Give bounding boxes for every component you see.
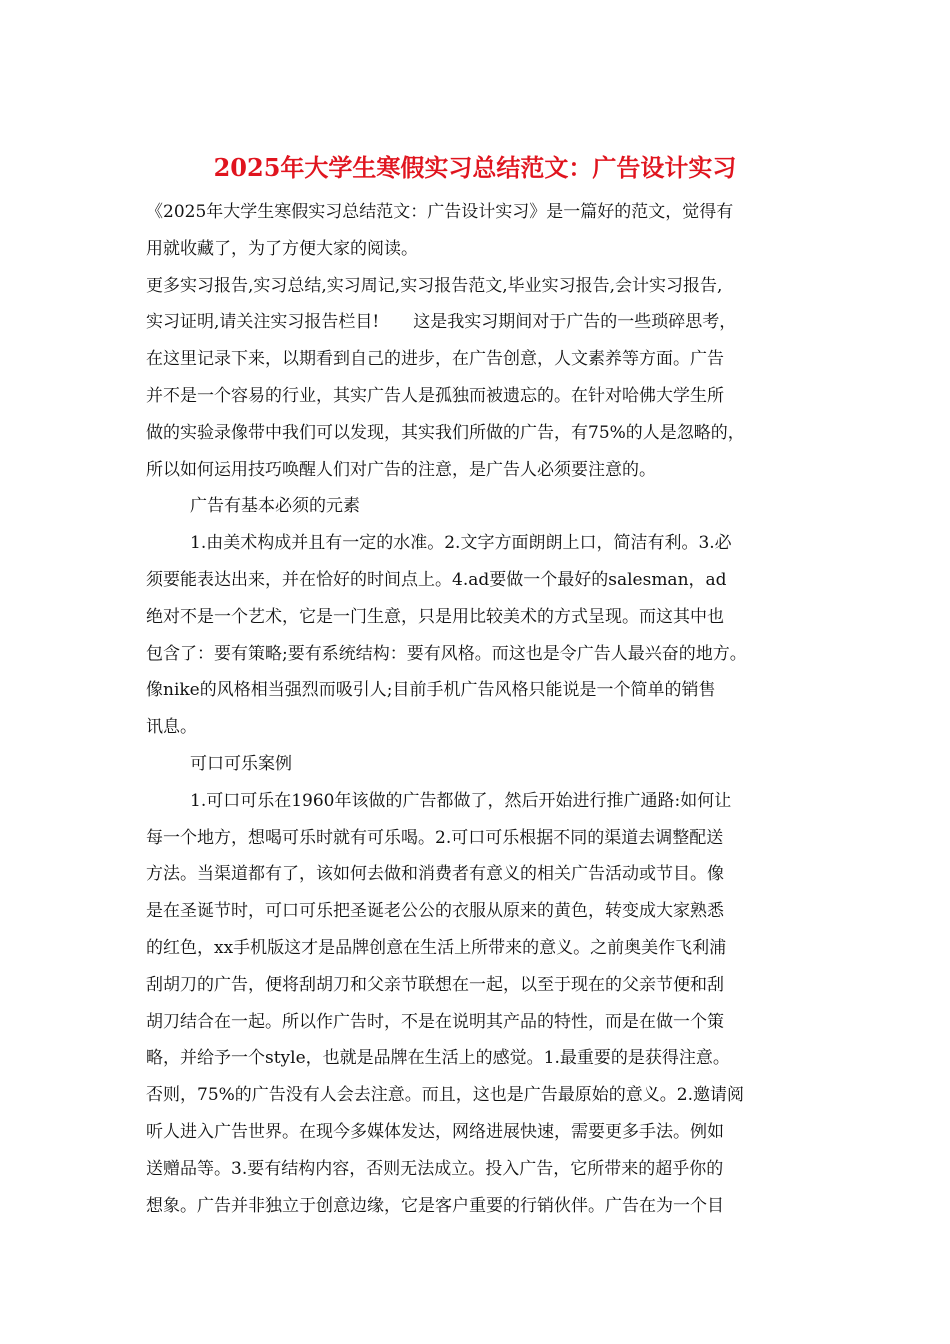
body-line: 方法。当渠道都有了，该如何去做和消费者有意义的相关广告活动或节目。像 xyxy=(146,864,724,885)
section-heading-elements: 广告有基本必须的元素 xyxy=(190,496,360,517)
body-line: 须要能表达出来，并在恰好的时间点上。4.ad要做一个最好的salesman，ad xyxy=(146,569,727,590)
document-title: 2025年大学生寒假实习总结范文：广告设计实习 xyxy=(213,153,737,182)
body-line: 胡刀结合在一起。所以作广告时，不是在说明其产品的特性，而是在做一个策 xyxy=(146,1011,724,1032)
body-line: 送赠品等。3.要有结构内容，否则无法成立。投入广告，它所带来的超乎你的 xyxy=(146,1158,724,1179)
body-line: 1.可口可乐在1960年该做的广告都做了，然后开始进行推广通路:如何让 xyxy=(190,790,732,811)
body-line: 1.由美术构成并且有一定的水准。2.文字方面朗朗上口，简洁有利。3.必 xyxy=(190,533,732,554)
body-line: 所以如何运用技巧唤醒人们对广告的注意，是广告人必须要注意的。 xyxy=(146,459,656,480)
body-line: 否则，75%的广告没有人会去注意。而且，这也是广告最原始的意义。2.邀请阅 xyxy=(146,1085,745,1106)
section-heading-coca-cola: 可口可乐案例 xyxy=(190,753,292,774)
body-line: 包含了：要有策略;要有系统结构：要有风格。而这也是令广告人最兴奋的地方。 xyxy=(146,643,747,664)
body-line: 的红色，xx手机版这才是品牌创意在生活上所带来的意义。之前奥美作飞利浦 xyxy=(146,937,727,958)
document-body xyxy=(146,194,826,1224)
body-line: 略，并给予一个style，也就是品牌在生活上的感觉。1.最重要的是获得注意。 xyxy=(146,1048,730,1069)
body-line: 《2025年大学生寒假实习总结范文：广告设计实习》是一篇好的范文，觉得有 xyxy=(146,202,734,222)
body-line: 讯息。 xyxy=(146,717,197,738)
body-line: 更多实习报告,实习总结,实习周记,实习报告范文,毕业实习报告,会计实习报告, xyxy=(146,275,723,296)
body-line: 是在圣诞节时，可口可乐把圣诞老公公的衣服从原来的黄色，转变成大家熟悉 xyxy=(146,901,724,922)
body-line: 在这里记录下来，以期看到自己的进步，在广告创意，人文素养等方面。广告 xyxy=(146,349,724,370)
body-line: 听人进入广告世界。在现今多媒体发达，网络进展快速，需要更多手法。例如 xyxy=(146,1121,724,1142)
body-line: 绝对不是一个艺术，它是一门生意，只是用比较美术的方式呈现。而这其中也 xyxy=(146,606,724,627)
body-line: 实习证明,请关注实习报告栏目! 这是我实习期间对于广告的一些琐碎思考， xyxy=(146,312,737,333)
body-line: 像nike的风格相当强烈而吸引人;目前手机广告风格只能说是一个简单的销售 xyxy=(146,680,716,701)
body-line: 并不是一个容易的行业，其实广告人是孤独而被遗忘的。在针对哈佛大学生所 xyxy=(146,385,724,406)
body-line: 想象。广告并非独立于创意边缘，它是客户重要的行销伙伴。广告在为一个目 xyxy=(146,1195,724,1216)
body-line: 用就收藏了，为了方便大家的阅读。 xyxy=(146,238,418,259)
body-line: 做的实验录像带中我们可以发现，其实我们所做的广告，有75%的人是忽略的， xyxy=(146,422,745,443)
body-line: 刮胡刀的广告，便将刮胡刀和父亲节联想在一起，以至于现在的父亲节便和刮 xyxy=(146,974,724,995)
body-line: 每一个地方，想喝可乐时就有可乐喝。2.可口可乐根据不同的渠道去调整配送 xyxy=(146,827,724,848)
